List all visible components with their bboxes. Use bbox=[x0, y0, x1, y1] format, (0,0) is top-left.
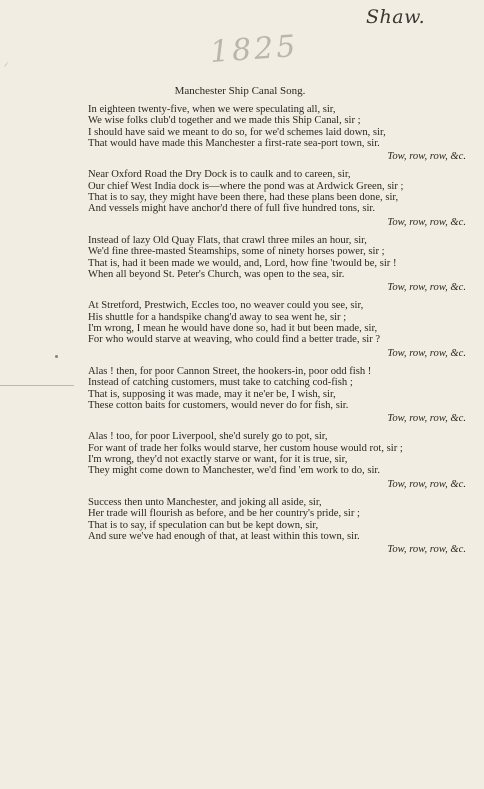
chorus-line: Tow, row, row, &c. bbox=[387, 151, 466, 163]
verse-line: And sure we've had enough of that, at least within this town, sir. bbox=[88, 530, 360, 542]
verse-line: That is, had it been made we would, and, Lord, how fine 'twould be, sir ! bbox=[88, 257, 397, 269]
verse-line: And vessels might have anchor'd there of full five hundred tons, sir. bbox=[88, 203, 375, 215]
pencil-mark: ~ bbox=[0, 59, 13, 71]
stanza bbox=[88, 431, 466, 489]
fold-mark bbox=[0, 385, 74, 386]
verse-line: His shuttle for a handspike chang'd away to sea went he, sir ; bbox=[88, 311, 347, 323]
verse-line: At Stretford, Prestwich, Eccles too, no weaver could you see, sir, bbox=[88, 300, 364, 312]
verse-line: I should have said we meant to do so, for we'd schemes laid down, sir, bbox=[88, 126, 386, 138]
stanza bbox=[88, 366, 466, 424]
stanza bbox=[88, 104, 466, 162]
handwritten-year: 1825 bbox=[208, 28, 300, 71]
verse-line: That is, supposing it was made, may it ne'er be, I wish, sir, bbox=[88, 388, 336, 400]
verse-line: I'm wrong, they'd not exactly starve or want, for it is true, sir, bbox=[88, 454, 348, 466]
chorus-line: Tow, row, row, &c. bbox=[387, 544, 466, 556]
chorus-line: Tow, row, row, &c. bbox=[387, 216, 466, 228]
verse-line: Instead of lazy Old Quay Flats, that crawl three miles an hour, sir, bbox=[88, 234, 367, 246]
verse-line: Our chief West India dock is—where the pond was at Ardwick Green, sir ; bbox=[88, 180, 404, 192]
verse-line: That is to say, if speculation can but be kept down, sir, bbox=[88, 519, 319, 531]
verse-line: That is to say, they might have been there, had these plans been done, sir, bbox=[88, 192, 399, 204]
song-title: Manchester Ship Canal Song. bbox=[174, 85, 306, 97]
verse-line: For want of trade her folks would starve, her custom house would rot, sir ; bbox=[88, 442, 403, 454]
verse-line: Instead of catching customers, must take to catching cod-fish ; bbox=[88, 377, 353, 389]
verse-line: Alas ! too, for poor Liverpool, she'd surely go to pot, sir, bbox=[88, 431, 328, 443]
verse-line: For who would starve at weaving, who could find a better trade, sir ? bbox=[88, 334, 381, 346]
verse-line: Near Oxford Road the Dry Dock is to caulk and to careen, sir, bbox=[88, 169, 351, 181]
song-body bbox=[88, 104, 466, 562]
stanza bbox=[88, 169, 466, 227]
verse-line: We'd fine three-masted Steamships, some of ninety horses power, sir ; bbox=[88, 246, 385, 258]
verse-line: These cotton baits for customers, would never do for fish, sir. bbox=[88, 399, 349, 411]
chorus-line: Tow, row, row, &c. bbox=[387, 282, 466, 294]
verse-line: We wise folks club'd together and we made this Ship Canal, sir ; bbox=[88, 115, 361, 127]
chorus-line: Tow, row, row, &c. bbox=[387, 478, 466, 490]
verse-line: I'm wrong, I mean he would have done so, had it but been made, sir, bbox=[88, 323, 378, 335]
verse-line: Alas ! then, for poor Cannon Street, the hookers-in, poor odd fish ! bbox=[88, 365, 372, 377]
stanza bbox=[88, 235, 466, 293]
verse-line: When all beyond St. Peter's Church, was open to the sea, sir. bbox=[88, 268, 345, 280]
handwritten-author: Shaw. bbox=[366, 6, 426, 28]
chorus-line: Tow, row, row, &c. bbox=[387, 347, 466, 359]
stanza bbox=[88, 300, 466, 358]
verse-line: In eighteen twenty-five, when we were speculating all, sir, bbox=[88, 104, 336, 115]
verse-line: Success then unto Manchester, and joking all aside, sir, bbox=[88, 496, 322, 508]
ink-speck bbox=[55, 355, 58, 358]
chorus-line: Tow, row, row, &c. bbox=[387, 413, 466, 425]
verse-line: They might come down to Manchester, we'd find 'em work to do, sir. bbox=[88, 465, 381, 477]
stanza bbox=[88, 497, 466, 555]
verse-line: That would have made this Manchester a first-rate sea-port town, sir. bbox=[88, 137, 380, 149]
verse-line: Her trade will flourish as before, and be her country's pride, sir ; bbox=[88, 508, 360, 520]
